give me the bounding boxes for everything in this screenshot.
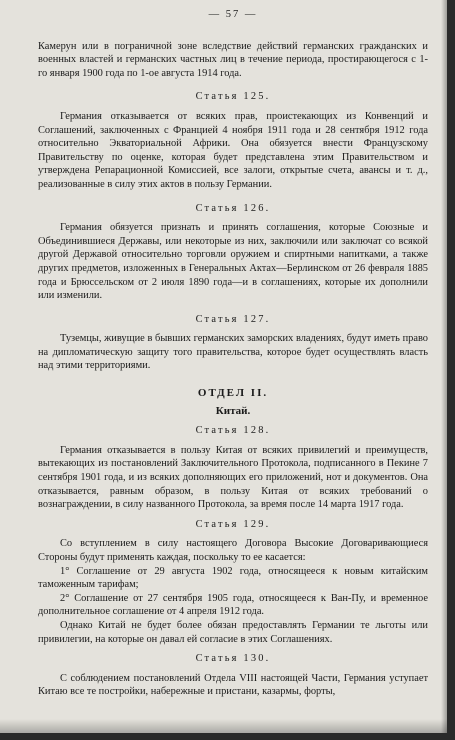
article-129-paragraph-1: Со вступлением в силу настоящего Договора Высокие Договаривающиеся Стороны будут применять каждая, поскольку то ее касается: [38,538,428,563]
article-125-paragraph: Германия отказывается от всяких прав, проистекающих из Конвенций и Соглашений, заключенных с Францией 4 ноября 1911 года и 28 сентября 1912 года относительно Экваториальной Африки. Она обязуется внести Французскому Правительству по оценке, которая будет представлена этим Правительством и утверждена Репарационной Комиссией, все залоги, открытые счета, авансы и т. д., реализованные в силу этих актов в пользу Германии. [38,110,428,190]
page-right-shadow [441,0,447,733]
article-126-paragraph: Германия обязуется признать и принять соглашения, которые Союзные и Объединившиеся Державы, или некоторые из них, заключили или заключат со всякой другой Державой относительно торговли оружием и спиртными напитками, а также других предметов, изложенных в Генеральных Актах—Берлинском от 26 февраля 1885 года и Брюссельском от 2 июля 1890 года—и в соглашениях, которые их дополнили или изменили. [38,222,428,302]
article-125-heading: Статья 125. [195,91,271,103]
article-129-paragraph-4: Однако Китай не будет более обязан предоставлять Германии те льготы или привилегии, на которые он давал ей согласие в этих Соглашениях. [38,619,428,645]
page-number: — 57 — [208,9,258,20]
article-129-heading: Статья 129. [195,518,271,530]
article-130-paragraph: С соблюдением постановлений Отдела VIII настоящей Части, Германия уступает Китаю все те постройки, набережные и пристани, казармы, форты, [38,672,428,698]
article-127-paragraph: Туземцы, живущие в бывших германских заморских владениях, будут иметь право на дипломатическую защиту того правительства, которое будет осуществлять власть над этими территориями. [38,333,428,372]
opening-paragraph: Камерун или в пограничной зоне вследствие действий германских гражданских и военных властей и германских частных лиц в течение периода, простирающегося с 1-го января 1900 года по 1-ое августа 1914 года. [38,40,428,79]
article-128-heading: Статья 128. [195,425,271,437]
article-127-heading: Статья 127. [195,313,271,325]
article-130-heading: Статья 130. [195,653,271,665]
article-129-paragraph-2: 1° Соглашение от 29 августа 1902 года, относящееся к новым китайским таможенным тарифам; [38,565,428,591]
article-128-paragraph: Германия отказывается в пользу Китая от всяких привилегий и преимуществ, вытекающих из постановлений Заключительного Протокола, подписанного в Пекине 7 сентября 1901 года, и из всяких дополняющих его приложений, нот и документов. Она отказывается, равным образом, в пользу Китая от всяких требований о вознаграждении, в силу названного Протокола, за время после 14 марта 1917 года. [38,444,428,511]
article-126-heading: Статья 126. [195,202,271,214]
page-bottom-shadow [0,719,447,733]
article-129-paragraph-3: 2° Соглашение от 27 сентября 1905 года, относящееся к Ван-Пу, и временное дополнительное соглашение от 4 апреля 1912 года. [38,592,428,618]
section-title: ОТДЕЛ II. [197,387,269,400]
page-content [38,8,428,699]
section-name: Китай. [215,404,251,417]
